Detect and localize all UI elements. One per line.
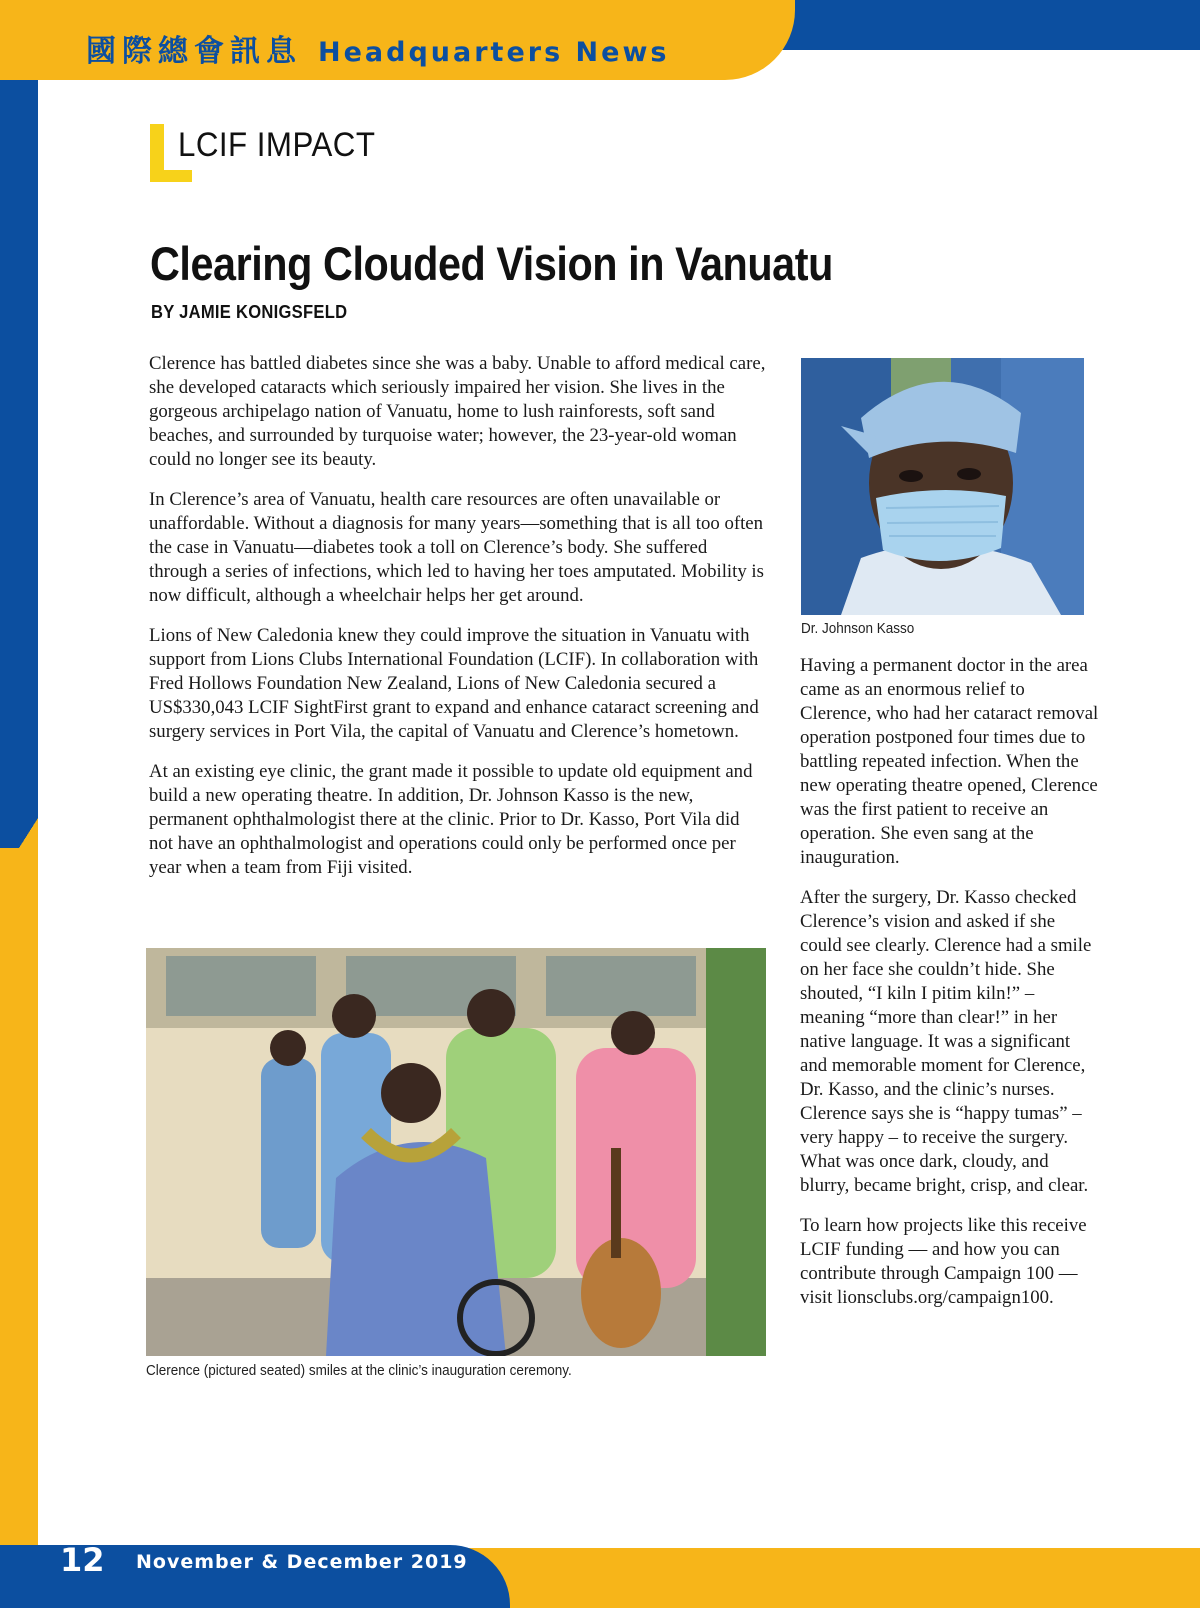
doctor-photo-illustration bbox=[801, 358, 1084, 615]
group-photo-caption: Clerence (pictured seated) smiles at the clinic’s inauguration ceremony. bbox=[146, 1362, 572, 1379]
header-english-title: Headquarters News bbox=[318, 37, 670, 68]
group-photo bbox=[146, 948, 766, 1356]
header-chinese-title: 國際總會訊息 bbox=[86, 34, 302, 69]
section-label-text: LCIF IMPACT bbox=[178, 126, 376, 164]
main-paragraph: Lions of New Caledonia knew they could improve the situation in Vanuatu with support from Lions Clubs International Foundation (LCIF). In collaboration with Fred Hollows Foundation New Zealand, Lions of New Caledonia secured a US$330,043 LCIF SightFirst grant to expand and enhance cataract screening and surgery services in Port Vila, the capital of Vanuatu and Clerence’s hometown. bbox=[149, 625, 759, 742]
side-paragraph: To learn how projects like this receive LCIF funding — and how you can contribute through Campaign 100 — visit lionsclubs.org/campaign100. bbox=[800, 1215, 1087, 1308]
section-l-mark-horizontal bbox=[150, 170, 192, 182]
group-photo-illustration bbox=[146, 948, 766, 1356]
main-paragraph: Clerence has battled diabetes since she was a baby. Unable to afford medical care, she developed cataracts which seriously impaired her vision. She lives in the gorgeous archipelago nation of Vanuatu, home to lush rainforests, soft sand beaches, and surrounded by turquoise water; however, the 23-year-old woman could no longer see its beauty. bbox=[149, 353, 766, 470]
doctor-photo bbox=[801, 358, 1084, 615]
header-title bbox=[86, 26, 669, 70]
doctor-photo-caption: Dr. Johnson Kasso bbox=[801, 620, 915, 637]
article-byline: BY JAMIE KONIGSFELD bbox=[151, 302, 348, 322]
article-side-column bbox=[800, 654, 1100, 1326]
side-paragraph: Having a permanent doctor in the area came as an enormous relief to Clerence, who had her cataract removal operation postponed four times due to battling repeated infection. When the new operating theatre opened, Clerence was the first patient to receive an operation. She even sang at the inauguration. bbox=[800, 655, 1099, 868]
issue-date: November & December 2019 bbox=[136, 1551, 468, 1573]
article-main-column bbox=[149, 352, 767, 896]
side-paragraph: After the surgery, Dr. Kasso checked Clerence’s vision and asked if she could see clearly. Clerence had a smile on her face she couldn’t hide. She shouted, “I kiln I pitim kiln!” – meaning “more than clear!” in her native language. It was a significant and memorable moment for Clerence, Dr. Kasso, and the clinic’s nurses. Clerence says she is “happy tumas” – very happy – to receive the surgery. What was once dark, cloudy, and blurry, became bright, crisp, and clear. bbox=[800, 887, 1092, 1196]
left-yellow-bar bbox=[0, 848, 38, 1548]
article-title: Clearing Clouded Vision in Vanuatu bbox=[150, 237, 833, 290]
page-number: 12 bbox=[60, 1541, 105, 1579]
left-blue-bar bbox=[0, 80, 38, 850]
main-paragraph: At an existing eye clinic, the grant made it possible to update old equipment and build a new operating theatre. In addition, Dr. Johnson Kasso is the new, permanent ophthalmologist there at the clinic. Prior to Dr. Kasso, Port Vila did not have an ophthalmologist and operations could only be performed once per year when a team from Fiji visited. bbox=[149, 761, 753, 878]
main-paragraph: In Clerence’s area of Vanuatu, health care resources are often unavailable or unaffordable. Without a diagnosis for many years—something that is all too often the case in Vanuatu—diabetes took a toll on Clerence’s body. She suffered through a series of infections, which led to having her toes amputated. Mobility is now difficult, although a wheelchair helps her get around. bbox=[149, 489, 764, 606]
